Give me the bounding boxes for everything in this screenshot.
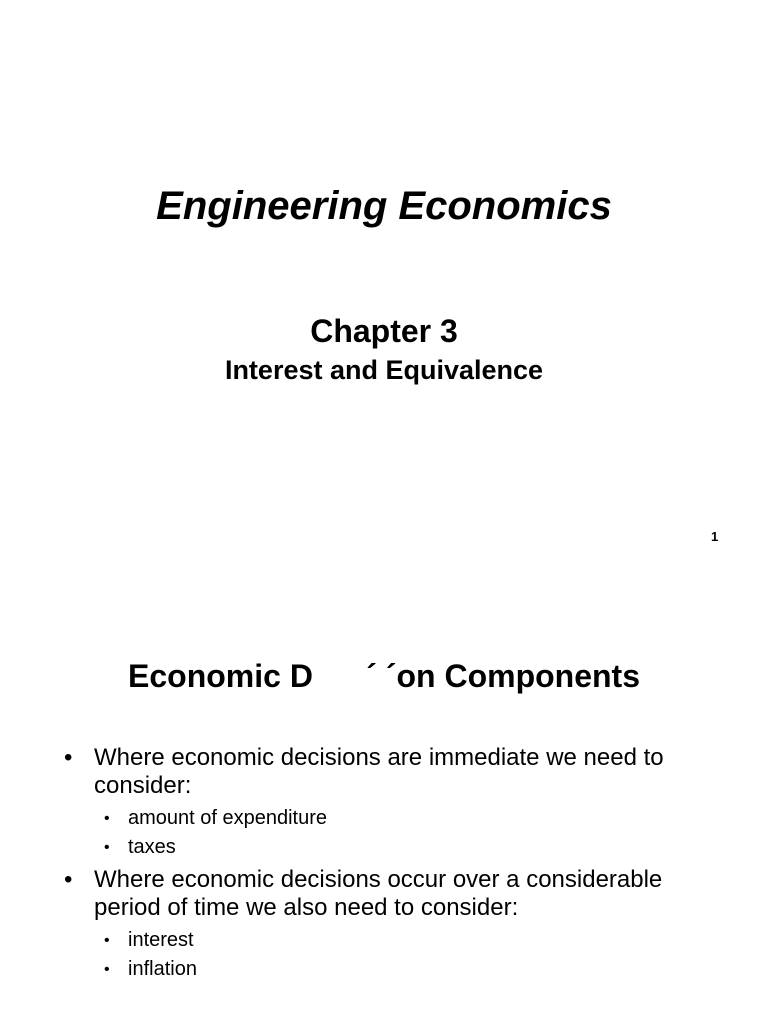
bullet-list — [64, 744, 724, 988]
bullet-text: Where economic decisions are immediate we need to consider: — [94, 744, 664, 799]
main-title: Engineering Economics — [156, 184, 612, 228]
sub-bullet-item — [94, 926, 724, 955]
bullet-item — [64, 866, 724, 984]
sub-bullet-text: taxes — [128, 836, 176, 858]
content-slide — [0, 576, 768, 1024]
bullet-item — [64, 744, 724, 862]
chapter-title: Chapter 3 — [310, 313, 458, 349]
slide-title: Economic D ´ ´on Components — [128, 658, 640, 694]
sub-bullet-item — [94, 955, 724, 984]
sub-bullet-item — [94, 833, 724, 862]
sub-bullet-text: interest — [128, 929, 194, 951]
sub-bullet-icon: • — [104, 839, 110, 856]
bullet-text: Where economic decisions occur over a considerable period of time we also need to consider: — [94, 866, 663, 921]
chapter-subtitle: Interest and Equivalence — [224, 355, 544, 385]
sub-bullet-icon: • — [104, 932, 110, 949]
sub-bullet-text: inflation — [128, 958, 197, 980]
sub-bullet-list — [94, 804, 724, 862]
page-number: 1 — [711, 529, 719, 544]
sub-bullet-text: amount of expenditure — [128, 807, 328, 829]
sub-bullet-icon: • — [104, 810, 110, 827]
sub-bullet-icon: • — [104, 961, 110, 978]
sub-bullet-item — [94, 804, 724, 833]
bullet-icon: • — [64, 744, 73, 771]
bullet-icon: • — [64, 866, 73, 893]
sub-bullet-list — [94, 926, 724, 984]
